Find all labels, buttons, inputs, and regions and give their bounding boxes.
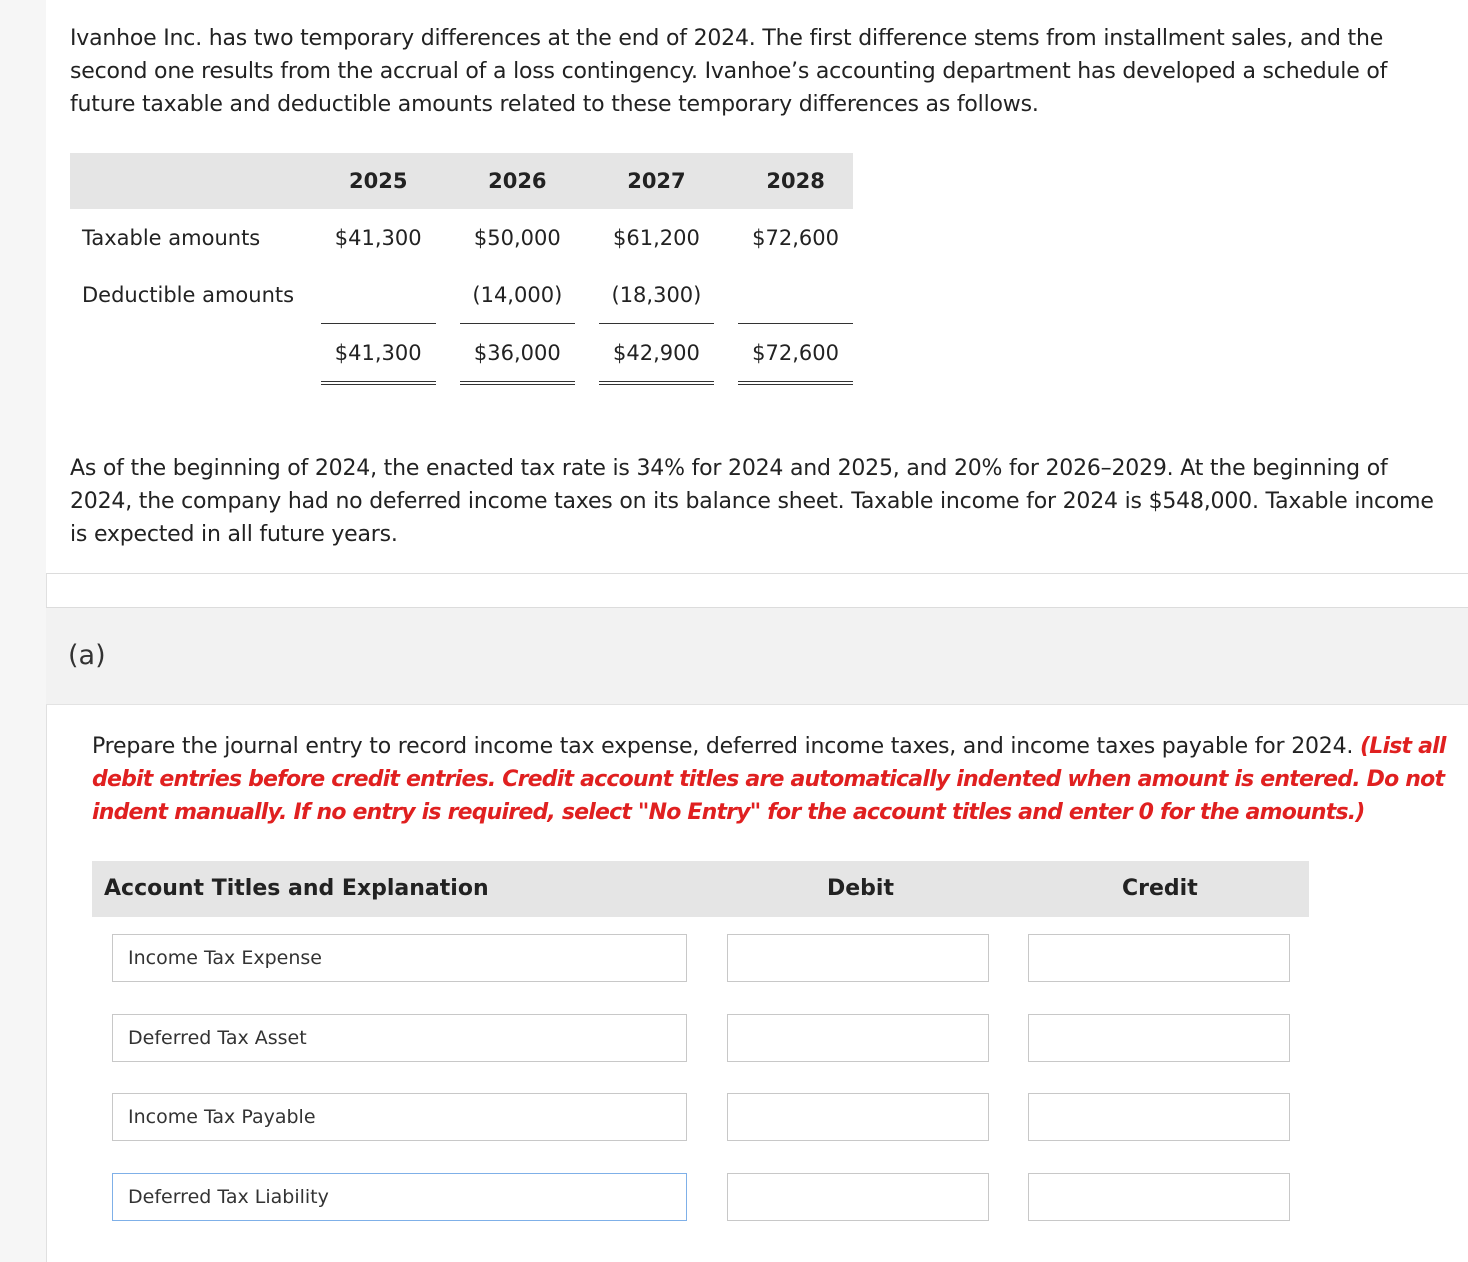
year-header: 2025 xyxy=(321,153,436,209)
credit-amount-field[interactable] xyxy=(1028,934,1290,982)
journal-row xyxy=(0,1093,1468,1143)
debit-amount-field[interactable] xyxy=(727,1093,989,1141)
credit-amount-field[interactable] xyxy=(1028,1014,1290,1062)
journal-row xyxy=(0,1014,1468,1064)
problem-details: As of the beginning of 2024, the enacted tax rate is 34% for 2024 and 2025, and 20% for 2026–2029. At the beginning of 2024, the company had no deferred income taxes on its balance sheet. Taxable income for 2024 is $548,000. Taxable income is expected in all future years. xyxy=(70,456,1434,547)
instruction-note: (List all debit entries before credit entries. Credit account titles are automatically indented when amount is entered. Do not indent manually. If no entry is required, select "No Entry" for the account titles and enter 0 for the amounts.) xyxy=(92,734,1446,825)
journal-header xyxy=(92,861,1309,917)
year-header: 2026 xyxy=(460,153,575,209)
deductible-amount xyxy=(321,266,436,324)
total-amount: $36,000 xyxy=(460,324,575,384)
deductible-amount xyxy=(738,266,853,324)
journal-row xyxy=(0,934,1468,984)
deductible-amount: (18,300) xyxy=(611,282,702,307)
left-gutter xyxy=(0,0,47,1262)
deductible-label: Deductible amounts xyxy=(82,282,295,307)
taxable-amount: $41,300 xyxy=(334,225,422,250)
taxable-label: Taxable amounts xyxy=(82,225,261,250)
journal-row xyxy=(0,1173,1468,1223)
taxable-amount: $61,200 xyxy=(613,225,700,250)
account-title-field[interactable]: Income Tax Expense xyxy=(112,934,687,982)
total-amount: $42,900 xyxy=(599,324,714,384)
schedule-table xyxy=(70,153,853,385)
credit-amount-field[interactable] xyxy=(1028,1093,1290,1141)
deductible-row xyxy=(70,266,853,324)
taxable-amount: $72,600 xyxy=(752,225,839,250)
taxable-amount: $50,000 xyxy=(473,225,561,250)
credit-amount-field[interactable] xyxy=(1028,1173,1290,1221)
schedule-header-row xyxy=(70,153,853,209)
total-amount: $72,600 xyxy=(738,324,853,384)
deductible-amount: (14,000) xyxy=(472,282,563,307)
account-title-field[interactable]: Income Tax Payable xyxy=(112,1093,687,1141)
total-amount: $41,300 xyxy=(321,324,436,384)
totals-row xyxy=(70,324,853,384)
part-label: (a) xyxy=(68,640,106,671)
debit-amount-field[interactable] xyxy=(727,1014,989,1062)
year-header: 2027 xyxy=(599,153,714,209)
part-header xyxy=(46,607,1468,705)
debit-amount-field[interactable] xyxy=(727,1173,989,1221)
credit-column-header: Credit xyxy=(1122,876,1198,901)
account-title-field[interactable]: Deferred Tax Asset xyxy=(112,1014,687,1062)
debit-column-header: Debit xyxy=(827,876,894,901)
account-title-field[interactable]: Deferred Tax Liability xyxy=(112,1173,687,1221)
debit-amount-field[interactable] xyxy=(727,934,989,982)
taxable-row xyxy=(70,209,853,266)
schedule-header-blank xyxy=(70,153,321,209)
account-column-header: Account Titles and Explanation xyxy=(104,876,489,901)
instruction-text: Prepare the journal entry to record income tax expense, deferred income taxes, and income taxes payable for 2024. xyxy=(92,734,1354,759)
part-instructions xyxy=(92,730,1452,829)
problem-intro: Ivanhoe Inc. has two temporary differences at the end of 2024. The first difference stems from installment sales, and the second one results from the accrual of a loss contingency. Ivanhoe’s accounting department has developed a schedule of future taxable and deductible amounts related to these temporary differences as follows. xyxy=(70,26,1388,117)
year-header: 2028 xyxy=(738,153,853,209)
